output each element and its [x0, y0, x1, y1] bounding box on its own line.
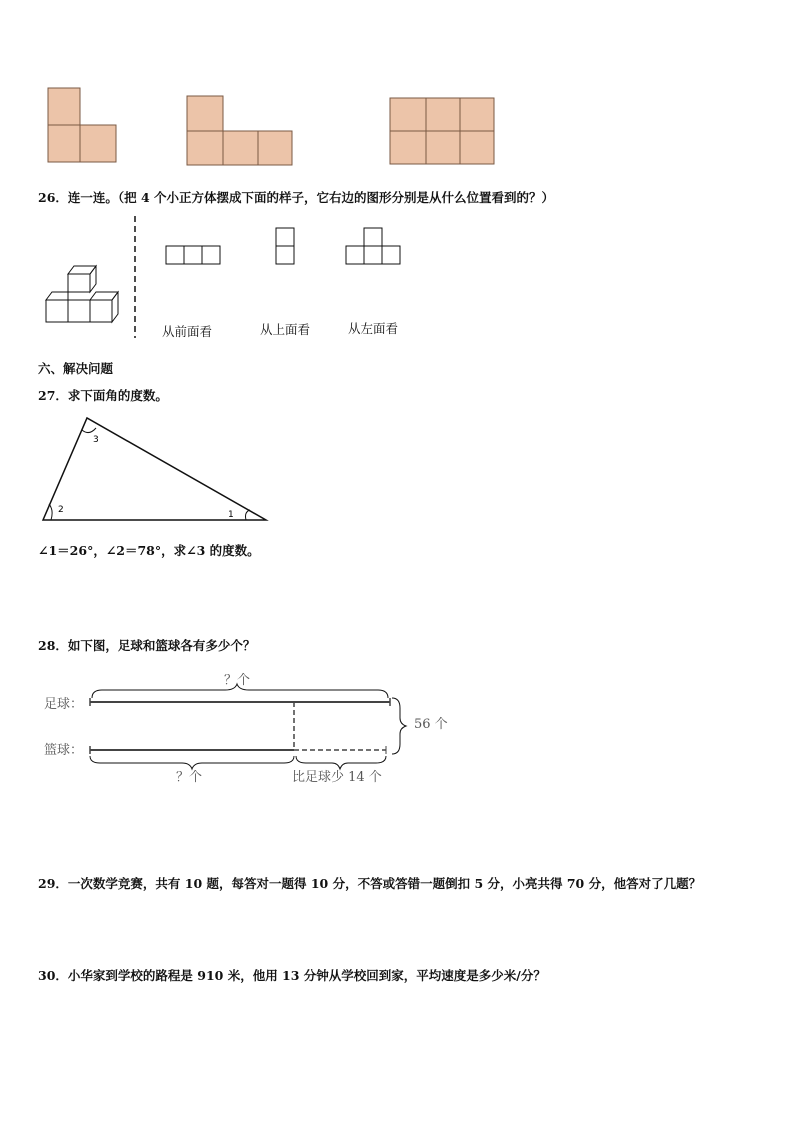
segment-diagram — [40, 668, 460, 790]
block-shape-left — [46, 86, 120, 166]
question-27: 27．求下面角的度数。 — [38, 388, 168, 403]
block-shape-right — [388, 96, 498, 168]
view-label-left: 从左面看 — [348, 321, 399, 336]
triangle-figure — [38, 412, 274, 528]
section-title: 六、解决问题 — [38, 361, 114, 376]
top-view-figure — [274, 226, 298, 268]
question-27-given: ∠1＝26°，∠2＝78°，求∠3 的度数。 — [38, 543, 260, 558]
question-30: 30．小华家到学校的路程是 910 米，他用 13 分钟从学校回到家，平均速度是多少米/分？ — [38, 968, 546, 983]
difference-label: 比足球少 14 个 — [292, 770, 382, 785]
front-view-figure — [164, 244, 224, 268]
top-brace-label: ？个 — [224, 673, 251, 688]
row-label-soccer: 足球： — [44, 697, 84, 712]
angle-label-1: 1 — [228, 510, 234, 520]
question-28: 28．如下图，足球和篮球各有多少个？ — [38, 638, 256, 653]
bottom-brace-label: ？个 — [176, 770, 203, 785]
dashed-divider — [132, 216, 138, 338]
block-shape-middle — [185, 94, 295, 168]
view-label-top: 从上面看 — [260, 322, 311, 337]
total-label: 56 个 — [414, 717, 448, 732]
angle-label-3: 3 — [93, 435, 99, 445]
cube-stack-figure — [40, 262, 130, 328]
question-26: 26．连一连。（把 4 个小正方体摆成下面的样子，它右边的图形分别是从什么位置看到的？） — [38, 190, 555, 205]
left-view-figure — [344, 226, 404, 268]
view-label-front: 从前面看 — [162, 324, 213, 339]
question-29: 29．一次数学竞赛，共有 10 题，每答对一题得 10 分，不答或答错一题倒扣 5 分，小亮共得 70 分，他答对了几题？ — [38, 876, 702, 891]
angle-label-2: 2 — [58, 505, 64, 515]
row-label-basketball: 篮球： — [44, 743, 84, 758]
